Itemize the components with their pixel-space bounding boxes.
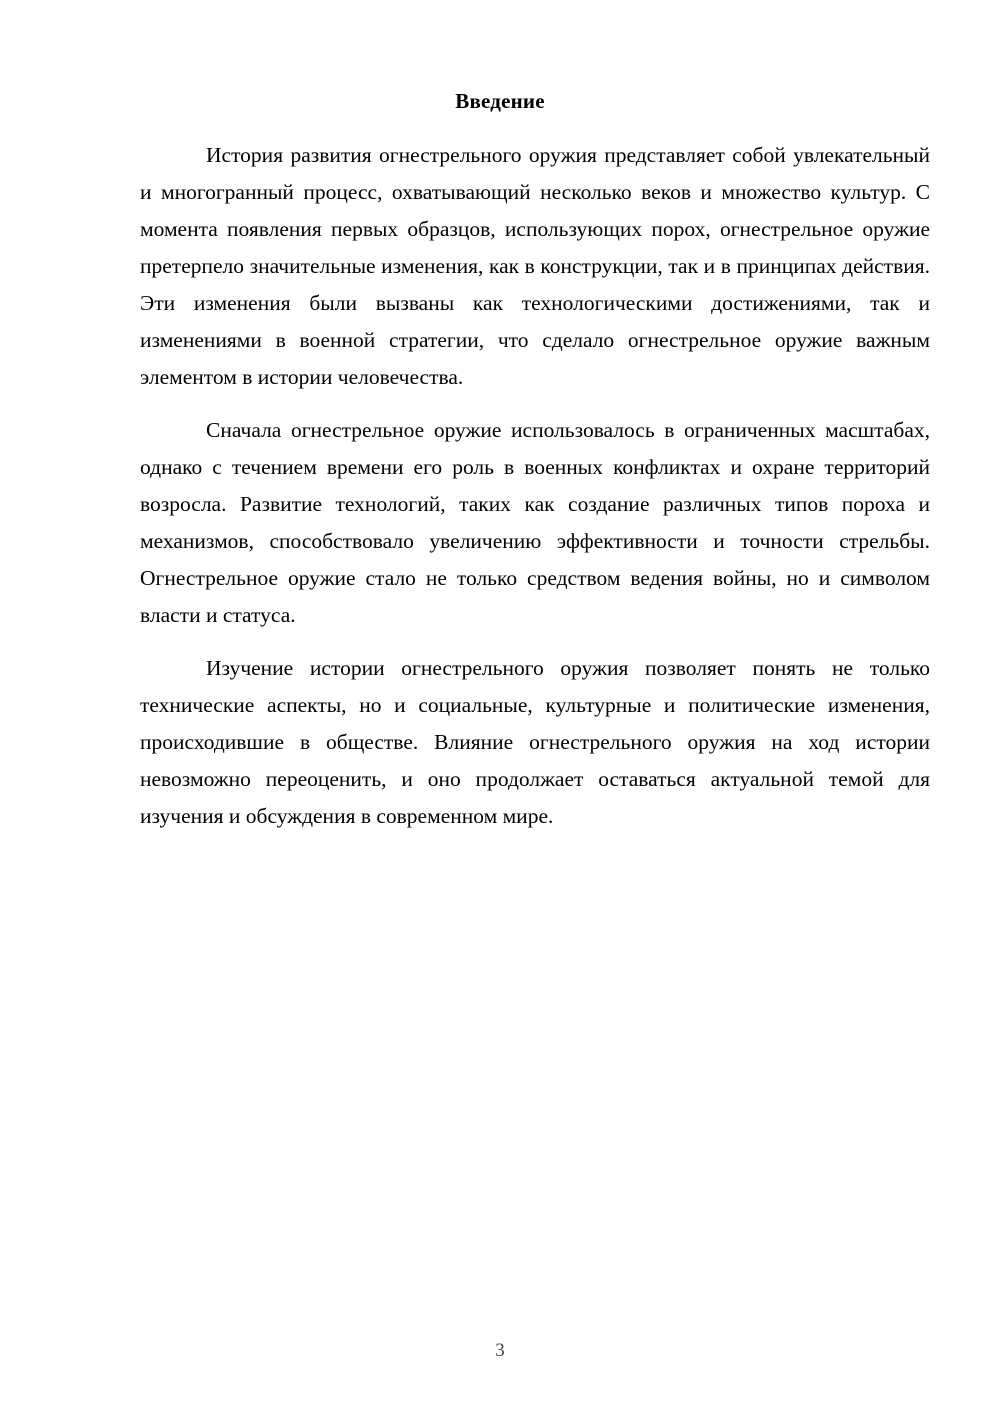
document-body (140, 137, 930, 834)
paragraph: Изучение истории огнестрельного оружия позволяет понять не только технические аспекты, но и социальные, культурные и политические изменения, происходившие в обществе. Влияние огнестрельного оружия на ход истории невозможно переоценить, и оно продолжает оставаться актуальной темой для изучения и обсуждения в современном мире. (140, 655, 930, 828)
page-title: Введение (455, 89, 545, 113)
paragraph: История развития огнестрельного оружия представляет собой увлекательный и многогранный процесс, охватывающий несколько веков и множество культур. С момента появления первых образцов, использующих порох, огнестрельное оружие претерпело значительные изменения, как в конструкции, так и в принципах действия. Эти изменения были вызваны как технологическими достижениями, так и изменениями в военной стратегии, что сделало огнестрельное оружие важным элементом в истории человечества. (140, 143, 930, 390)
paragraph: Сначала огнестрельное оружие использовалось в ограниченных масштабах, однако с течением времени его роль в военных конфликтах и охране территорий возросла. Развитие технологий, таких как создание различных типов пороха и механизмов, способствовало увеличению эффективности и точности стрельбы. Огнестрельное оружие стало не только средством ведения войны, но и символом власти и статуса. (140, 418, 930, 627)
page-number: 3 (495, 1340, 505, 1361)
